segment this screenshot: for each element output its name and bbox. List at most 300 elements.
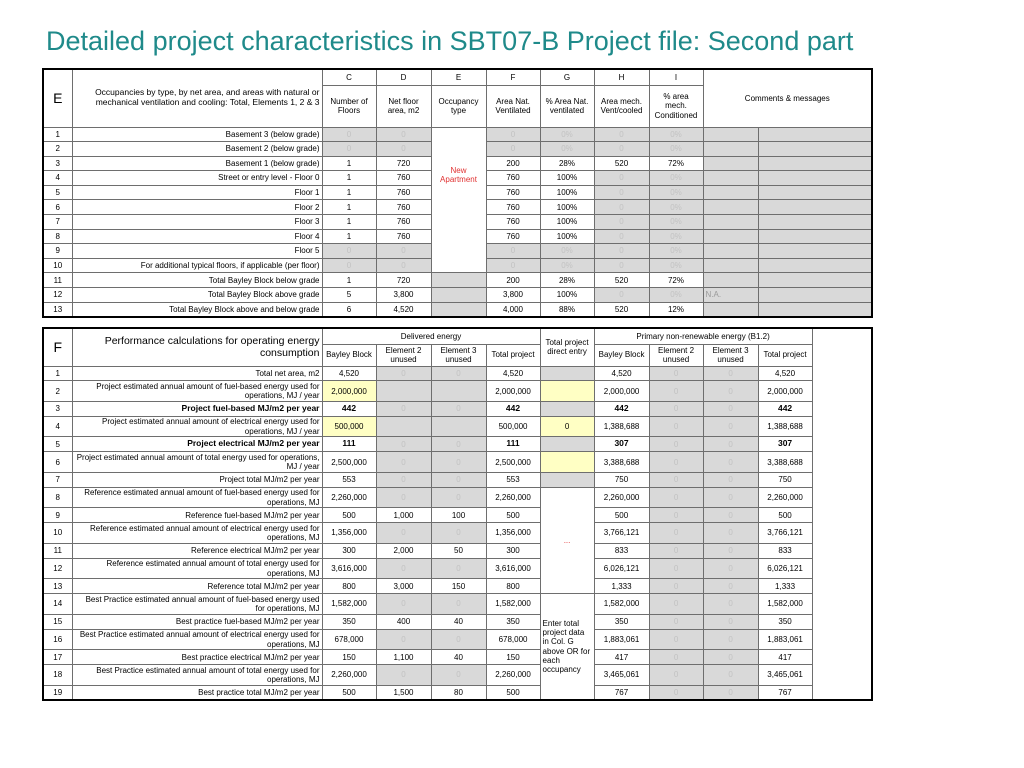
row-number: 12 bbox=[43, 558, 72, 579]
cell-primary-total: 2,260,000 bbox=[758, 487, 812, 508]
comment-cell bbox=[703, 171, 758, 186]
cell-primary-element-2: 0 bbox=[649, 594, 703, 615]
cell-primary-total: 3,388,688 bbox=[758, 452, 812, 473]
row-number: 2 bbox=[43, 381, 72, 402]
table-row bbox=[43, 508, 872, 523]
row-label: Basement 3 (below grade) bbox=[72, 127, 322, 142]
cell-total-project: 2,260,000 bbox=[486, 665, 540, 686]
comment-cell bbox=[703, 244, 758, 259]
row-label: Reference estimated annual amount of electrical energy used for operations, MJ bbox=[72, 523, 322, 544]
cell-primary-element-2: 0 bbox=[649, 508, 703, 523]
cell-element-2: 3,000 bbox=[376, 579, 431, 594]
row-label: Best Practice estimated annual amount of total energy used for operations, MJ bbox=[72, 665, 322, 686]
cell-bayley-block: 678,000 bbox=[322, 629, 376, 650]
direct-entry-note: Enter total project data in Col. G above OR for each occupancy bbox=[540, 594, 594, 700]
cell-bayley-block: 2,500,000 bbox=[322, 452, 376, 473]
table-row bbox=[43, 594, 872, 615]
cell-primary-bayley: 767 bbox=[594, 685, 649, 700]
cell-bayley-block: 800 bbox=[322, 579, 376, 594]
cell-primary-element-3: 0 bbox=[703, 381, 758, 402]
cell-element-2: 0 bbox=[376, 366, 431, 381]
table-row bbox=[43, 472, 872, 487]
cell-area-nat: 0 bbox=[486, 142, 540, 157]
cell-bayley-block: 442 bbox=[322, 401, 376, 416]
cell-primary-total: 500 bbox=[758, 508, 812, 523]
row-number: 4 bbox=[43, 416, 72, 437]
cell-primary-element-2: 0 bbox=[649, 543, 703, 558]
cell-element-2: 0 bbox=[376, 452, 431, 473]
section-e-caption: Occupancies by type, by net area, and areas with natural or mechanical ventilation and cooling: Total, Elements 1, 2 & 3 bbox=[72, 69, 322, 127]
cell-primary-total: 417 bbox=[758, 650, 812, 665]
table-row bbox=[43, 127, 872, 142]
comment-cell bbox=[758, 302, 872, 317]
row-number: 13 bbox=[43, 579, 72, 594]
cell-element-2: 0 bbox=[376, 401, 431, 416]
col-header: Net floor area, m2 bbox=[376, 85, 431, 127]
cell-element-2 bbox=[376, 416, 431, 437]
cell-element-3: 40 bbox=[431, 614, 486, 629]
row-label: Best Practice estimated annual amount of electrical energy used for operations, MJ bbox=[72, 629, 322, 650]
cell-primary-element-2: 0 bbox=[649, 685, 703, 700]
cell-element-3: 0 bbox=[431, 665, 486, 686]
cell-primary-element-3: 0 bbox=[703, 665, 758, 686]
row-label: Project total MJ/m2 per year bbox=[72, 472, 322, 487]
cell-primary-bayley: 4,520 bbox=[594, 366, 649, 381]
cell-primary-bayley: 833 bbox=[594, 543, 649, 558]
comment-cell bbox=[758, 244, 872, 259]
cell-pct-mech: 0% bbox=[649, 229, 703, 244]
cell-area-mech: 0 bbox=[594, 288, 649, 303]
table-row bbox=[43, 288, 872, 303]
row-number: 11 bbox=[43, 543, 72, 558]
cell-pct-nat: 100% bbox=[540, 200, 594, 215]
cell-total-project: 350 bbox=[486, 614, 540, 629]
row-label: Floor 2 bbox=[72, 200, 322, 215]
col-header: Area Nat. Ventilated bbox=[486, 85, 540, 127]
row-label: Reference electrical MJ/m2 per year bbox=[72, 543, 322, 558]
cell-element-2: 0 bbox=[376, 558, 431, 579]
cell-total-project: 442 bbox=[486, 401, 540, 416]
cell-primary-bayley: 307 bbox=[594, 437, 649, 452]
cell-pct-mech: 0% bbox=[649, 127, 703, 142]
row-number: 11 bbox=[43, 273, 72, 288]
direct-entry-header: Total project direct entry bbox=[540, 328, 594, 366]
cell-primary-bayley: 6,026,121 bbox=[594, 558, 649, 579]
cell-area-mech: 0 bbox=[594, 215, 649, 230]
cell-primary-element-3: 0 bbox=[703, 614, 758, 629]
cell-element-2 bbox=[376, 381, 431, 402]
sub-header: Element 2 unused bbox=[376, 344, 431, 366]
cell-pct-mech: 72% bbox=[649, 273, 703, 288]
col-letter: F bbox=[486, 69, 540, 85]
table-row bbox=[43, 629, 872, 650]
cell-primary-element-3: 0 bbox=[703, 543, 758, 558]
table-row bbox=[43, 452, 872, 473]
row-label: Project estimated annual amount of fuel-based energy used for operations, MJ / year bbox=[72, 381, 322, 402]
cell-area-nat: 760 bbox=[486, 215, 540, 230]
cell-element-3: 0 bbox=[431, 594, 486, 615]
cell-pct-nat: 100% bbox=[540, 185, 594, 200]
sub-header: Total project bbox=[758, 344, 812, 366]
comment-cell bbox=[703, 229, 758, 244]
row-number: 1 bbox=[43, 366, 72, 381]
cell-net-area: 720 bbox=[376, 273, 431, 288]
occupancy-type-cell: New Apartment bbox=[431, 127, 486, 273]
cell-floors: 0 bbox=[322, 127, 376, 142]
row-number: 7 bbox=[43, 472, 72, 487]
cell-primary-bayley: 1,582,000 bbox=[594, 594, 649, 615]
comment-cell bbox=[703, 185, 758, 200]
cell-area-mech: 0 bbox=[594, 200, 649, 215]
delivered-energy-header: Delivered energy bbox=[322, 328, 540, 344]
cell-net-area: 720 bbox=[376, 156, 431, 171]
col-header: Occupancy type bbox=[431, 85, 486, 127]
cell-element-2: 1,500 bbox=[376, 685, 431, 700]
cell-primary-bayley: 3,766,121 bbox=[594, 523, 649, 544]
comment-cell bbox=[703, 258, 758, 273]
cell-primary-element-3: 0 bbox=[703, 366, 758, 381]
cell-bayley-block: 1,582,000 bbox=[322, 594, 376, 615]
section-letter-f: F bbox=[43, 328, 72, 366]
cell-total-project: 500,000 bbox=[486, 416, 540, 437]
row-label: Best Practice estimated annual amount of fuel-based energy used for operations, MJ bbox=[72, 594, 322, 615]
cell-primary-element-3: 0 bbox=[703, 629, 758, 650]
row-label: Basement 1 (below grade) bbox=[72, 156, 322, 171]
table-row bbox=[43, 437, 872, 452]
comment-cell bbox=[758, 273, 872, 288]
comment-cell bbox=[758, 215, 872, 230]
cell-primary-bayley: 1,333 bbox=[594, 579, 649, 594]
section-letter-e: E bbox=[43, 69, 72, 127]
row-label: Best practice electrical MJ/m2 per year bbox=[72, 650, 322, 665]
cell-total-project: 150 bbox=[486, 650, 540, 665]
table-row bbox=[43, 523, 872, 544]
cell-primary-element-2: 0 bbox=[649, 366, 703, 381]
cell-primary-total: 442 bbox=[758, 401, 812, 416]
row-number: 15 bbox=[43, 614, 72, 629]
cell-pct-nat: 100% bbox=[540, 229, 594, 244]
cell-area-mech: 0 bbox=[594, 142, 649, 157]
row-number: 8 bbox=[43, 487, 72, 508]
comment-cell bbox=[758, 258, 872, 273]
cell-direct-entry bbox=[540, 437, 594, 452]
cell-primary-element-2: 0 bbox=[649, 472, 703, 487]
cell-pct-mech: 0% bbox=[649, 142, 703, 157]
table-row bbox=[43, 665, 872, 686]
cell-primary-total: 750 bbox=[758, 472, 812, 487]
cell-direct-entry bbox=[540, 366, 594, 381]
comment-cell bbox=[703, 200, 758, 215]
cell-element-3: 0 bbox=[431, 437, 486, 452]
cell-primary-element-3: 0 bbox=[703, 523, 758, 544]
cell-total-project: 678,000 bbox=[486, 629, 540, 650]
cell-area-mech: 520 bbox=[594, 273, 649, 288]
cell-net-area: 760 bbox=[376, 200, 431, 215]
row-label: Project estimated annual amount of electrical energy used for operations, MJ / year bbox=[72, 416, 322, 437]
cell-element-3: 0 bbox=[431, 472, 486, 487]
cell-occupancy-empty bbox=[431, 288, 486, 303]
row-number: 4 bbox=[43, 171, 72, 186]
sub-header: Bayley Block bbox=[594, 344, 649, 366]
cell-total-project: 500 bbox=[486, 508, 540, 523]
cell-element-3: 0 bbox=[431, 523, 486, 544]
cell-area-mech: 0 bbox=[594, 171, 649, 186]
comment-cell bbox=[703, 215, 758, 230]
cell-primary-total: 3,766,121 bbox=[758, 523, 812, 544]
cell-bayley-block: 350 bbox=[322, 614, 376, 629]
cell-area-nat: 0 bbox=[486, 258, 540, 273]
cell-net-area: 4,520 bbox=[376, 302, 431, 317]
cell-primary-bayley: 500 bbox=[594, 508, 649, 523]
cell-total-project: 4,520 bbox=[486, 366, 540, 381]
cell-net-area: 0 bbox=[376, 258, 431, 273]
cell-primary-element-3: 0 bbox=[703, 594, 758, 615]
cell-total-project: 500 bbox=[486, 685, 540, 700]
cell-bayley-block: 4,520 bbox=[322, 366, 376, 381]
cell-area-nat: 200 bbox=[486, 273, 540, 288]
row-number: 5 bbox=[43, 185, 72, 200]
row-number: 12 bbox=[43, 288, 72, 303]
cell-primary-element-3: 0 bbox=[703, 579, 758, 594]
row-label: Floor 4 bbox=[72, 229, 322, 244]
page-title: Detailed project characteristics in SBT07-B Project file: Second part bbox=[46, 26, 854, 56]
cell-primary-element-3: 0 bbox=[703, 452, 758, 473]
row-number: 6 bbox=[43, 452, 72, 473]
cell-area-mech: 0 bbox=[594, 258, 649, 273]
cell-element-3 bbox=[431, 416, 486, 437]
cell-element-3: 50 bbox=[431, 543, 486, 558]
table-row bbox=[43, 614, 872, 629]
comment-cell bbox=[758, 229, 872, 244]
table-row bbox=[43, 302, 872, 317]
comment-cell bbox=[703, 142, 758, 157]
cell-pct-nat: 0% bbox=[540, 258, 594, 273]
row-number: 9 bbox=[43, 508, 72, 523]
row-number: 10 bbox=[43, 523, 72, 544]
cell-element-2: 0 bbox=[376, 472, 431, 487]
cell-area-nat: 0 bbox=[486, 127, 540, 142]
row-label: Floor 5 bbox=[72, 244, 322, 259]
cell-area-mech: 0 bbox=[594, 185, 649, 200]
col-header: Number of Floors bbox=[322, 85, 376, 127]
cell-net-area: 0 bbox=[376, 127, 431, 142]
cell-primary-element-2: 0 bbox=[649, 614, 703, 629]
cell-primary-element-2: 0 bbox=[649, 579, 703, 594]
cell-primary-total: 307 bbox=[758, 437, 812, 452]
cell-area-nat: 0 bbox=[486, 244, 540, 259]
cell-area-mech: 0 bbox=[594, 244, 649, 259]
row-number: 17 bbox=[43, 650, 72, 665]
cell-element-3: 0 bbox=[431, 401, 486, 416]
cell-pct-nat: 0% bbox=[540, 142, 594, 157]
cell-primary-element-3: 0 bbox=[703, 401, 758, 416]
cell-direct-entry bbox=[540, 401, 594, 416]
row-number: 5 bbox=[43, 437, 72, 452]
table-row bbox=[43, 543, 872, 558]
cell-occupancy-empty bbox=[431, 273, 486, 288]
row-label: Project estimated annual amount of total energy used for operations, MJ / year bbox=[72, 452, 322, 473]
cell-area-nat: 760 bbox=[486, 229, 540, 244]
cell-element-2: 0 bbox=[376, 629, 431, 650]
cell-primary-bayley: 442 bbox=[594, 401, 649, 416]
cell-bayley-block: 1,356,000 bbox=[322, 523, 376, 544]
cell-element-3: 80 bbox=[431, 685, 486, 700]
cell-primary-element-2: 0 bbox=[649, 629, 703, 650]
cell-primary-element-2: 0 bbox=[649, 416, 703, 437]
comment-cell bbox=[703, 127, 758, 142]
cell-pct-nat: 100% bbox=[540, 215, 594, 230]
cell-total-project: 800 bbox=[486, 579, 540, 594]
row-label: Project electrical MJ/m2 per year bbox=[72, 437, 322, 452]
cell-floors: 0 bbox=[322, 244, 376, 259]
cell-floors: 1 bbox=[322, 171, 376, 186]
table-row bbox=[43, 401, 872, 416]
row-label: Reference estimated annual amount of total energy used for operations, MJ bbox=[72, 558, 322, 579]
cell-pct-mech: 0% bbox=[649, 171, 703, 186]
table-row bbox=[43, 416, 872, 437]
row-label: Total Bayley Block below grade bbox=[72, 273, 322, 288]
cell-total-project: 2,500,000 bbox=[486, 452, 540, 473]
cell-primary-element-2: 0 bbox=[649, 401, 703, 416]
comment-cell bbox=[703, 156, 758, 171]
row-label: Best practice total MJ/m2 per year bbox=[72, 685, 322, 700]
cell-primary-element-2: 0 bbox=[649, 523, 703, 544]
cell-primary-total: 1,582,000 bbox=[758, 594, 812, 615]
comment-cell bbox=[703, 302, 758, 317]
row-label: For additional typical floors, if applicable (per floor) bbox=[72, 258, 322, 273]
cell-net-area: 760 bbox=[376, 229, 431, 244]
comment-cell bbox=[758, 142, 872, 157]
cell-primary-element-2: 0 bbox=[649, 650, 703, 665]
comment-cell bbox=[758, 185, 872, 200]
cell-total-project: 300 bbox=[486, 543, 540, 558]
cell-element-3: 0 bbox=[431, 558, 486, 579]
cell-direct-entry bbox=[540, 452, 594, 473]
cell-floors: 0 bbox=[322, 142, 376, 157]
row-label: Project fuel-based MJ/m2 per year bbox=[72, 401, 322, 416]
cell-pct-nat: 28% bbox=[540, 273, 594, 288]
cell-pct-mech: 0% bbox=[649, 258, 703, 273]
sub-header: Total project bbox=[486, 344, 540, 366]
table-row bbox=[43, 579, 872, 594]
cell-primary-total: 1,388,688 bbox=[758, 416, 812, 437]
na-cell: N.A. bbox=[703, 288, 758, 303]
col-letter: E bbox=[431, 69, 486, 85]
table-row bbox=[43, 381, 872, 402]
row-number: 18 bbox=[43, 665, 72, 686]
row-number: 1 bbox=[43, 127, 72, 142]
cell-element-2: 0 bbox=[376, 523, 431, 544]
cell-area-mech: 520 bbox=[594, 156, 649, 171]
cell-total-project: 2,000,000 bbox=[486, 381, 540, 402]
cell-element-2: 1,100 bbox=[376, 650, 431, 665]
cell-floors: 1 bbox=[322, 273, 376, 288]
cell-bayley-block: 2,000,000 bbox=[322, 381, 376, 402]
row-label: Floor 1 bbox=[72, 185, 322, 200]
cell-element-3: 0 bbox=[431, 452, 486, 473]
cell-primary-total: 767 bbox=[758, 685, 812, 700]
cell-primary-element-3: 0 bbox=[703, 650, 758, 665]
col-header: % Area Nat. ventilated bbox=[540, 85, 594, 127]
comment-cell bbox=[758, 200, 872, 215]
cell-primary-bayley: 2,260,000 bbox=[594, 487, 649, 508]
col-letter: I bbox=[649, 69, 703, 85]
cell-floors: 1 bbox=[322, 185, 376, 200]
cell-pct-mech: 72% bbox=[649, 156, 703, 171]
cell-primary-total: 1,883,061 bbox=[758, 629, 812, 650]
cell-primary-bayley: 2,000,000 bbox=[594, 381, 649, 402]
cell-primary-bayley: 750 bbox=[594, 472, 649, 487]
cell-total-project: 111 bbox=[486, 437, 540, 452]
cell-pct-nat: 0% bbox=[540, 244, 594, 259]
cell-pct-mech: 0% bbox=[649, 244, 703, 259]
cell-area-nat: 760 bbox=[486, 200, 540, 215]
primary-energy-header: Primary non-renewable energy (B1.2) bbox=[594, 328, 812, 344]
cell-primary-bayley: 1,883,061 bbox=[594, 629, 649, 650]
cell-total-project: 1,356,000 bbox=[486, 523, 540, 544]
table-row bbox=[43, 487, 872, 508]
cell-bayley-block: 500 bbox=[322, 508, 376, 523]
cell-net-area: 0 bbox=[376, 244, 431, 259]
comment-cell bbox=[703, 273, 758, 288]
cell-primary-element-2: 0 bbox=[649, 437, 703, 452]
cell-floors: 5 bbox=[322, 288, 376, 303]
row-label: Total Bayley Block above and below grade bbox=[72, 302, 322, 317]
cell-area-nat: 760 bbox=[486, 185, 540, 200]
table-row bbox=[43, 558, 872, 579]
row-number: 10 bbox=[43, 258, 72, 273]
cell-element-2: 400 bbox=[376, 614, 431, 629]
cell-primary-bayley: 350 bbox=[594, 614, 649, 629]
cell-net-area: 3,800 bbox=[376, 288, 431, 303]
row-label: Floor 3 bbox=[72, 215, 322, 230]
cell-floors: 1 bbox=[322, 200, 376, 215]
occupancy-table bbox=[42, 68, 873, 318]
comment-cell bbox=[758, 171, 872, 186]
row-number: 8 bbox=[43, 229, 72, 244]
cell-primary-element-3: 0 bbox=[703, 487, 758, 508]
cell-primary-element-2: 0 bbox=[649, 487, 703, 508]
cell-primary-total: 6,026,121 bbox=[758, 558, 812, 579]
cell-element-3: 0 bbox=[431, 366, 486, 381]
table-row bbox=[43, 273, 872, 288]
col-letter: D bbox=[376, 69, 431, 85]
table-row bbox=[43, 685, 872, 700]
cell-occupancy-empty bbox=[431, 302, 486, 317]
cell-pct-nat: 100% bbox=[540, 288, 594, 303]
row-number: 3 bbox=[43, 156, 72, 171]
cell-primary-bayley: 3,465,061 bbox=[594, 665, 649, 686]
cell-primary-total: 2,000,000 bbox=[758, 381, 812, 402]
section-f-caption: Performance calculations for operating energy consumption bbox=[72, 328, 322, 366]
cell-element-2: 1,000 bbox=[376, 508, 431, 523]
cell-total-project: 1,582,000 bbox=[486, 594, 540, 615]
cell-area-mech: 520 bbox=[594, 302, 649, 317]
cell-primary-total: 833 bbox=[758, 543, 812, 558]
cell-element-3: 40 bbox=[431, 650, 486, 665]
cell-area-mech: 0 bbox=[594, 127, 649, 142]
row-number: 9 bbox=[43, 244, 72, 259]
performance-table bbox=[42, 327, 873, 701]
cell-total-project: 3,616,000 bbox=[486, 558, 540, 579]
comment-cell bbox=[758, 127, 872, 142]
comments-header: Comments & messages bbox=[703, 69, 872, 127]
cell-element-3: 150 bbox=[431, 579, 486, 594]
cell-bayley-block: 300 bbox=[322, 543, 376, 558]
cell-pct-nat: 100% bbox=[540, 171, 594, 186]
cell-primary-element-2: 0 bbox=[649, 381, 703, 402]
cell-bayley-block: 500,000 bbox=[322, 416, 376, 437]
